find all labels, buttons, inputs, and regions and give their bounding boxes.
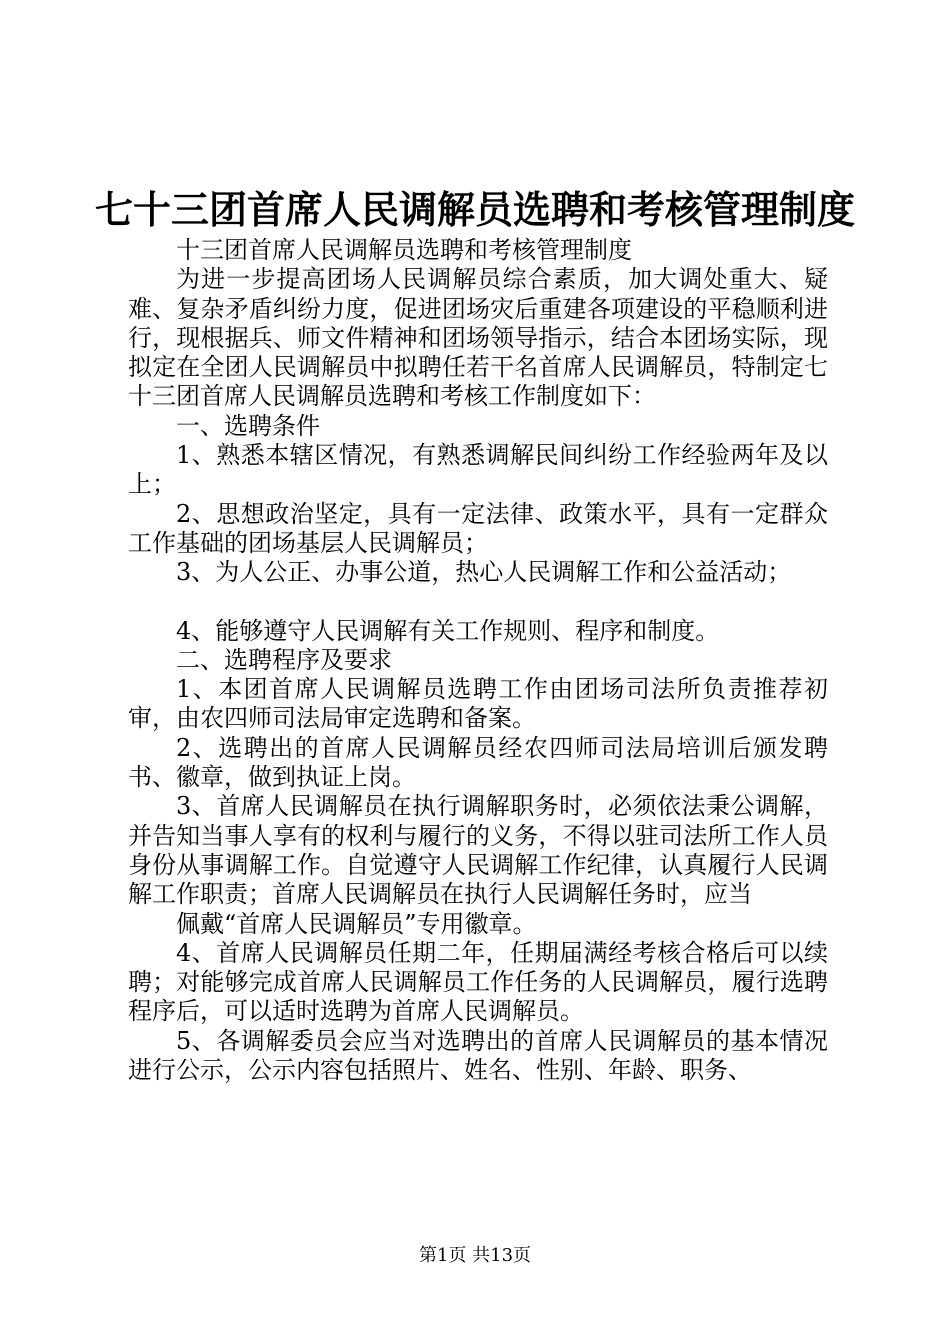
paragraph-procedure-3: 3、首席人民调解员在执行调解职务时，必须依法秉公调解，并告知当事人享有的权利与履行的义务，不得以驻司法所工作人员身份从事调解工作。自觉遵守人民调解工作纪律，认真履行人民调解工作职责；首席人民调解员在执行人民调解任务时，应当: [128, 792, 828, 909]
paragraph-procedure-2: 2、选聘出的首席人民调解员经农四师司法局培训后颁发聘书、徽章，做到执证上岗。: [128, 733, 828, 792]
paragraph-condition-2: 2、思想政治坚定，具有一定法律、政策水平，具有一定群众工作基础的团场基层人民调解员；: [128, 499, 828, 557]
section-heading-procedure: 二、选聘程序及要求: [176, 645, 392, 674]
paragraph-subtitle: 十三团首席人民调解员选聘和考核管理制度: [176, 236, 632, 264]
paragraph-procedure-1: 1、本团首席人民调解员选聘工作由团场司法所负责推荐初审，由农四师司法局审定选聘和备案。: [128, 675, 828, 733]
paragraph-procedure-4: 4、首席人民调解员任期二年，任期届满经考核合格后可以续聘；对能够完成首席人民调解员工作任务的人民调解员，履行选聘程序后，可以适时选聘为首席人民调解员。: [128, 938, 828, 1026]
paragraph-intro: 为进一步提高团场人民调解员综合素质，加大调处重大、疑难、复杂矛盾纠纷力度，促进团场灾后重建各项建设的平稳顺利进行，现根据兵、师文件精神和团场领导指示，结合本团场实际，现拟定在全团人民调解员中拟聘任若干名首席人民调解员，特制定七十三团首席人民调解员选聘和考核工作制度如下：: [128, 265, 828, 411]
paragraph-condition-4: 4、能够遵守人民调解有关工作规则、程序和制度。: [176, 616, 720, 645]
paragraph-procedure-3-continued: 佩戴“首席人民调解员”专用徽章。: [176, 909, 537, 938]
section-heading-selection-conditions: 一、选聘条件: [176, 411, 320, 440]
document-body: [128, 236, 828, 1085]
paragraph-condition-1: 1、熟悉本辖区情况，有熟悉调解民间纠纷工作经验两年及以上；: [128, 441, 828, 499]
page-number-footer: 第1页 共13页: [418, 1245, 532, 1266]
paragraph-procedure-5: 5、各调解委员会应当对选聘出的首席人民调解员的基本情况进行公示，公示内容包括照片、姓名、性别、年龄、职务、: [128, 1026, 828, 1085]
paragraph-condition-3: 3、为人公正、办事公道，热心人民调解工作和公益活动；: [176, 558, 792, 587]
document-title: 七十三团首席人民调解员选聘和考核管理制度: [94, 187, 855, 232]
